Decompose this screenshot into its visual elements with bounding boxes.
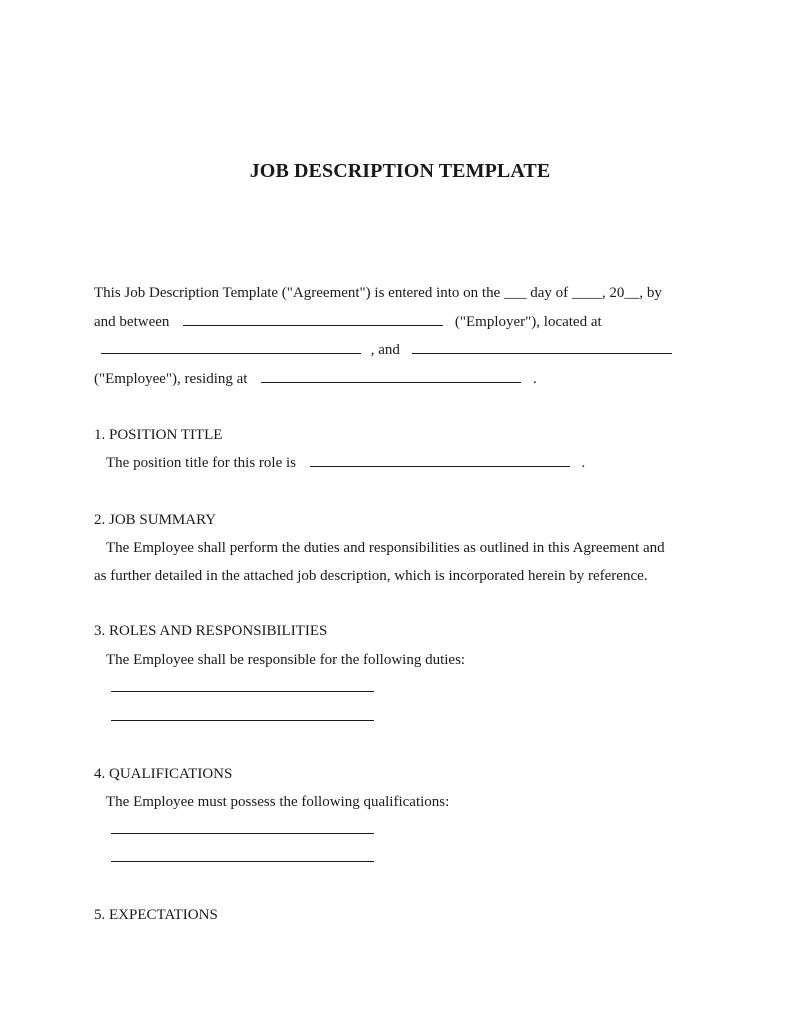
intro-text-3: , and: [370, 342, 400, 358]
intro-line-3: [101, 341, 672, 359]
employer-address-blank[interactable]: [101, 341, 361, 354]
section-1-text: [106, 454, 585, 472]
section-2-heading: 2. JOB SUMMARY: [94, 512, 217, 528]
section-4-text: The Employee must possess the following qualifications:: [106, 794, 450, 810]
section-4-heading: 4. QUALIFICATIONS: [94, 766, 233, 782]
section-2-line-1: The Employee shall perform the duties and responsibilities as outlined in this Agreement and: [106, 540, 665, 556]
intro-text-2a: and between: [94, 314, 170, 330]
intro-text-4b: .: [532, 371, 537, 387]
section-3-text: The Employee shall be responsible for the following duties:: [106, 652, 466, 668]
position-title-blank[interactable]: [310, 454, 570, 467]
qualification-blank-1[interactable]: [111, 833, 374, 834]
section-2-line-2: as further detailed in the attached job description, which is incorporated herein by reference.: [94, 568, 648, 584]
intro-line-1: [94, 284, 662, 302]
position-title-end: .: [581, 455, 586, 471]
intro-text-2b: ("Employer"), located at: [454, 314, 602, 330]
section-3-heading: 3. ROLES AND RESPONSIBILITIES: [94, 623, 328, 639]
intro-line-4: [94, 370, 537, 388]
intro-text-1: This Job Description Template ("Agreement") is entered into on the ___ day of ____, 20__, by: [94, 285, 662, 301]
section-5-heading: 5. EXPECTATIONS: [94, 907, 218, 923]
document-title: JOB DESCRIPTION TEMPLATE: [249, 160, 551, 182]
position-title-text: The position title for this role is: [106, 455, 296, 471]
employee-name-blank[interactable]: [412, 341, 672, 354]
employee-address-blank[interactable]: [261, 370, 521, 383]
duty-blank-2[interactable]: [111, 720, 374, 721]
section-1-heading: 1. POSITION TITLE: [94, 427, 223, 443]
intro-line-2: [94, 313, 602, 331]
employer-name-blank[interactable]: [183, 313, 443, 326]
intro-text-4a: ("Employee"), residing at: [94, 371, 248, 387]
duty-blank-1[interactable]: [111, 691, 374, 692]
qualification-blank-2[interactable]: [111, 861, 374, 862]
